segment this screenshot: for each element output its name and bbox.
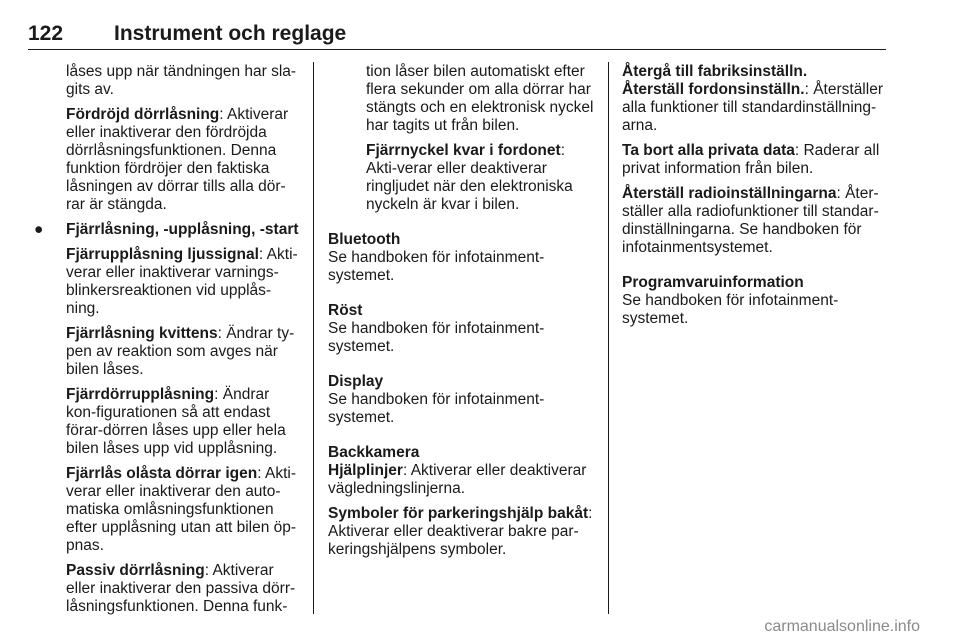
section-text: Se handboken för infotainment-systemet. [328, 391, 545, 426]
setting-label: Fjärrdörrupplåsning [66, 386, 215, 403]
setting-text: : Aktiverar eller inaktiverar den passiva dörr-låsningsfunktionen. Denna funk- [66, 562, 296, 615]
section-heading-fabriksinstallning: Återgå till fabriksinställn. [622, 63, 808, 80]
setting-label: Passiv dörrlåsning [66, 562, 205, 579]
setting-fjarrlasning-kvittens [28, 325, 300, 379]
setting-symboler-parkeringshjalp [328, 505, 596, 559]
setting-aterstall-fordonsinstallningar [622, 81, 888, 135]
section-heading-rost: Röst [328, 302, 363, 319]
setting-passiv-dorrlasning [28, 562, 300, 616]
setting-text: : Ändrar kon-figurationen så att endast förar-dörren låses upp eller hela bilen låses upp vid upplåsning. [66, 386, 286, 457]
setting-label: Fjärrlås olåsta dörrar igen [66, 465, 258, 482]
setting-text: : Akti-verar eller inaktiverar varnings-blinkersreaktionen vid upplås-ning. [66, 246, 298, 317]
page-header [28, 22, 888, 46]
setting-label: Fjärrlåsning kvittens [66, 325, 218, 342]
setting-fordrojd-dorrlasning [28, 106, 300, 214]
setting-text: : Åter-ställer alla radiofunktioner till standar-dinställningarna. Se handboken för infotainmentsystemet. [622, 185, 879, 256]
setting-text: : Raderar all privat information från bilen. [622, 142, 880, 177]
setting-label: Ta bort alla privata data [622, 142, 795, 159]
setting-fjarrupplasning-ljussignal [28, 246, 300, 318]
setting-fjarrnyckel-kvar [328, 142, 596, 214]
bullet-item [28, 221, 300, 239]
setting-aterstall-radioinstallningar [622, 185, 888, 257]
paragraph: tion låser bilen automatiskt efter flera sekunder om alla dörrar har stängts och en elektronisk nyckel har tagits ut från bilen. [366, 63, 594, 134]
section-heading-backkamera: Backkamera [328, 444, 420, 461]
column-middle [328, 63, 596, 566]
paragraph: låses upp när tändningen har sla-gits av. [66, 63, 297, 98]
setting-label: Fjärrupplåsning ljussignal [66, 246, 259, 263]
column-left [28, 63, 300, 623]
section-text: Se handboken för infotainment-systemet. [328, 249, 545, 284]
setting-text: : Akti-verar eller deaktiverar ringljudet när den elektroniska nyckeln är kvar i bilen. [366, 142, 573, 213]
setting-text: : Aktiverar eller deaktiverar bakre par-keringshjälpens symboler. [328, 505, 593, 558]
page-title: Instrument och reglage [114, 22, 347, 45]
setting-text: : Aktiverar eller inaktiverar den fördröjda dörrlåsningsfunktionen. Denna funktion fördröjer den faktiska låsningen av dörrar tills alla dör-rar är stängda. [66, 106, 289, 213]
column-right [622, 63, 888, 335]
setting-label: Fördröjd dörrlåsning [66, 106, 220, 123]
section-text: Se handboken för infotainment-systemet. [328, 320, 545, 355]
header-rule [28, 49, 886, 50]
setting-hjalplinjer [328, 462, 596, 498]
setting-label: Återställ fordonsinställn. [622, 81, 805, 98]
section-text: Se handboken för infotainment-systemet. [622, 292, 839, 327]
setting-text: : Återställer alla funktioner till standardinställning-arna. [622, 81, 883, 134]
section-heading-display: Display [328, 373, 384, 390]
page-number: 122 [28, 22, 64, 45]
setting-ta-bort-privata-data [622, 142, 888, 178]
bullet-icon: ● [34, 221, 44, 238]
bullet-heading: Fjärrlåsning, -upplåsning, -start [66, 221, 299, 238]
setting-label: Symboler för parkeringshjälp bakåt [328, 505, 589, 522]
setting-label: Fjärrnyckel kvar i fordonet [366, 142, 561, 159]
setting-text: : Aktiverar eller deaktiverar vägledningslinjerna. [328, 462, 587, 497]
column-divider [608, 62, 609, 614]
setting-label: Hjälplinjer [328, 462, 403, 479]
setting-text: : Ändrar ty-pen av reaktion som avges när bilen låses. [66, 325, 295, 378]
setting-fjarrlas-olasta-dorrar [28, 465, 300, 555]
watermark: carmanualsonline.info [764, 618, 920, 635]
setting-label: Återställ radioinställningarna [622, 185, 837, 202]
section-heading-bluetooth: Bluetooth [328, 231, 401, 248]
section-heading-programvaruinformation: Programvaruinformation [622, 274, 804, 291]
setting-fjarrdorrupplasning [28, 386, 300, 458]
column-divider [313, 62, 314, 614]
setting-text: : Akti-verar eller inaktiverar den auto-matiska omlåsningsfunktionen efter upplåsning utan att bilen öp-pnas. [66, 465, 297, 554]
